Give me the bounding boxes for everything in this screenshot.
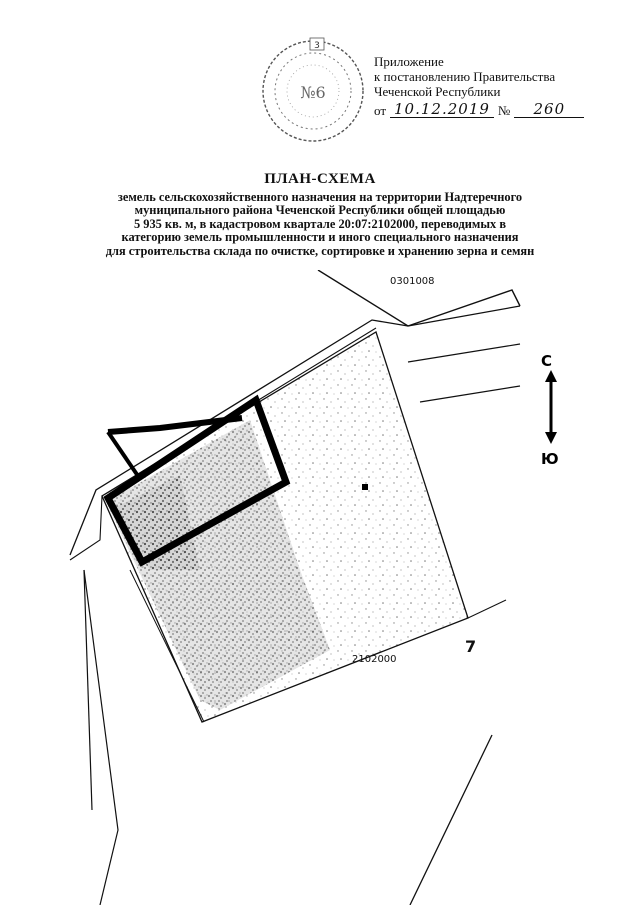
seal-number: №6	[300, 83, 326, 102]
compass-north-label: С	[541, 352, 553, 370]
date-value: 10.12.2019	[390, 102, 494, 118]
compass-icon	[541, 352, 559, 468]
page-subtitle	[70, 191, 570, 258]
annex-date-line	[374, 102, 584, 118]
page-title: ПЛАН-СХЕМА	[264, 171, 376, 187]
diagonal-boundary-east	[468, 600, 506, 618]
cadastral-map	[0, 270, 640, 905]
label-quarter-south: 2102000	[352, 654, 397, 665]
subtitle-line-4: категорию земель промышленности и иного специального назначения	[121, 230, 519, 245]
label-quarter-north: 0301008	[390, 276, 435, 287]
road-edge-east-2	[420, 386, 520, 402]
annex-line-3: Чеченской Республики	[374, 84, 501, 99]
survey-point	[362, 484, 368, 490]
subtitle-line-2: муниципального района Чеченской Республики общей площадью	[134, 203, 506, 218]
road-edge-east	[408, 344, 520, 362]
subtitle-line-1: земель сельскохозяйственного назначения на территории Надтеречного	[117, 190, 523, 204]
number-value: 260	[514, 102, 584, 118]
number-prefix: №	[497, 103, 511, 118]
seal-top-mark: 3	[314, 41, 320, 51]
annex-block	[374, 54, 584, 118]
road-top-edge	[408, 306, 520, 326]
annex-line-2: к постановлению Правительства	[374, 69, 556, 84]
label-plot-number: 7	[465, 637, 477, 656]
western-boundary	[84, 570, 92, 810]
subtitle-line-3: 5 935 кв. м, в кадастровом квартале 20:07:2102000, переводимых в	[133, 216, 507, 231]
diagonal-boundary-south	[410, 735, 492, 905]
building-annex-2	[108, 432, 138, 476]
annex-line-1: Приложение	[374, 54, 444, 69]
date-prefix: от	[374, 103, 387, 118]
compass-south-label: Ю	[541, 450, 559, 468]
subtitle-line-5: для строительства склада по очистке, сортировке и хранению зерна и семян	[105, 243, 535, 258]
seal-stamp	[258, 36, 368, 146]
